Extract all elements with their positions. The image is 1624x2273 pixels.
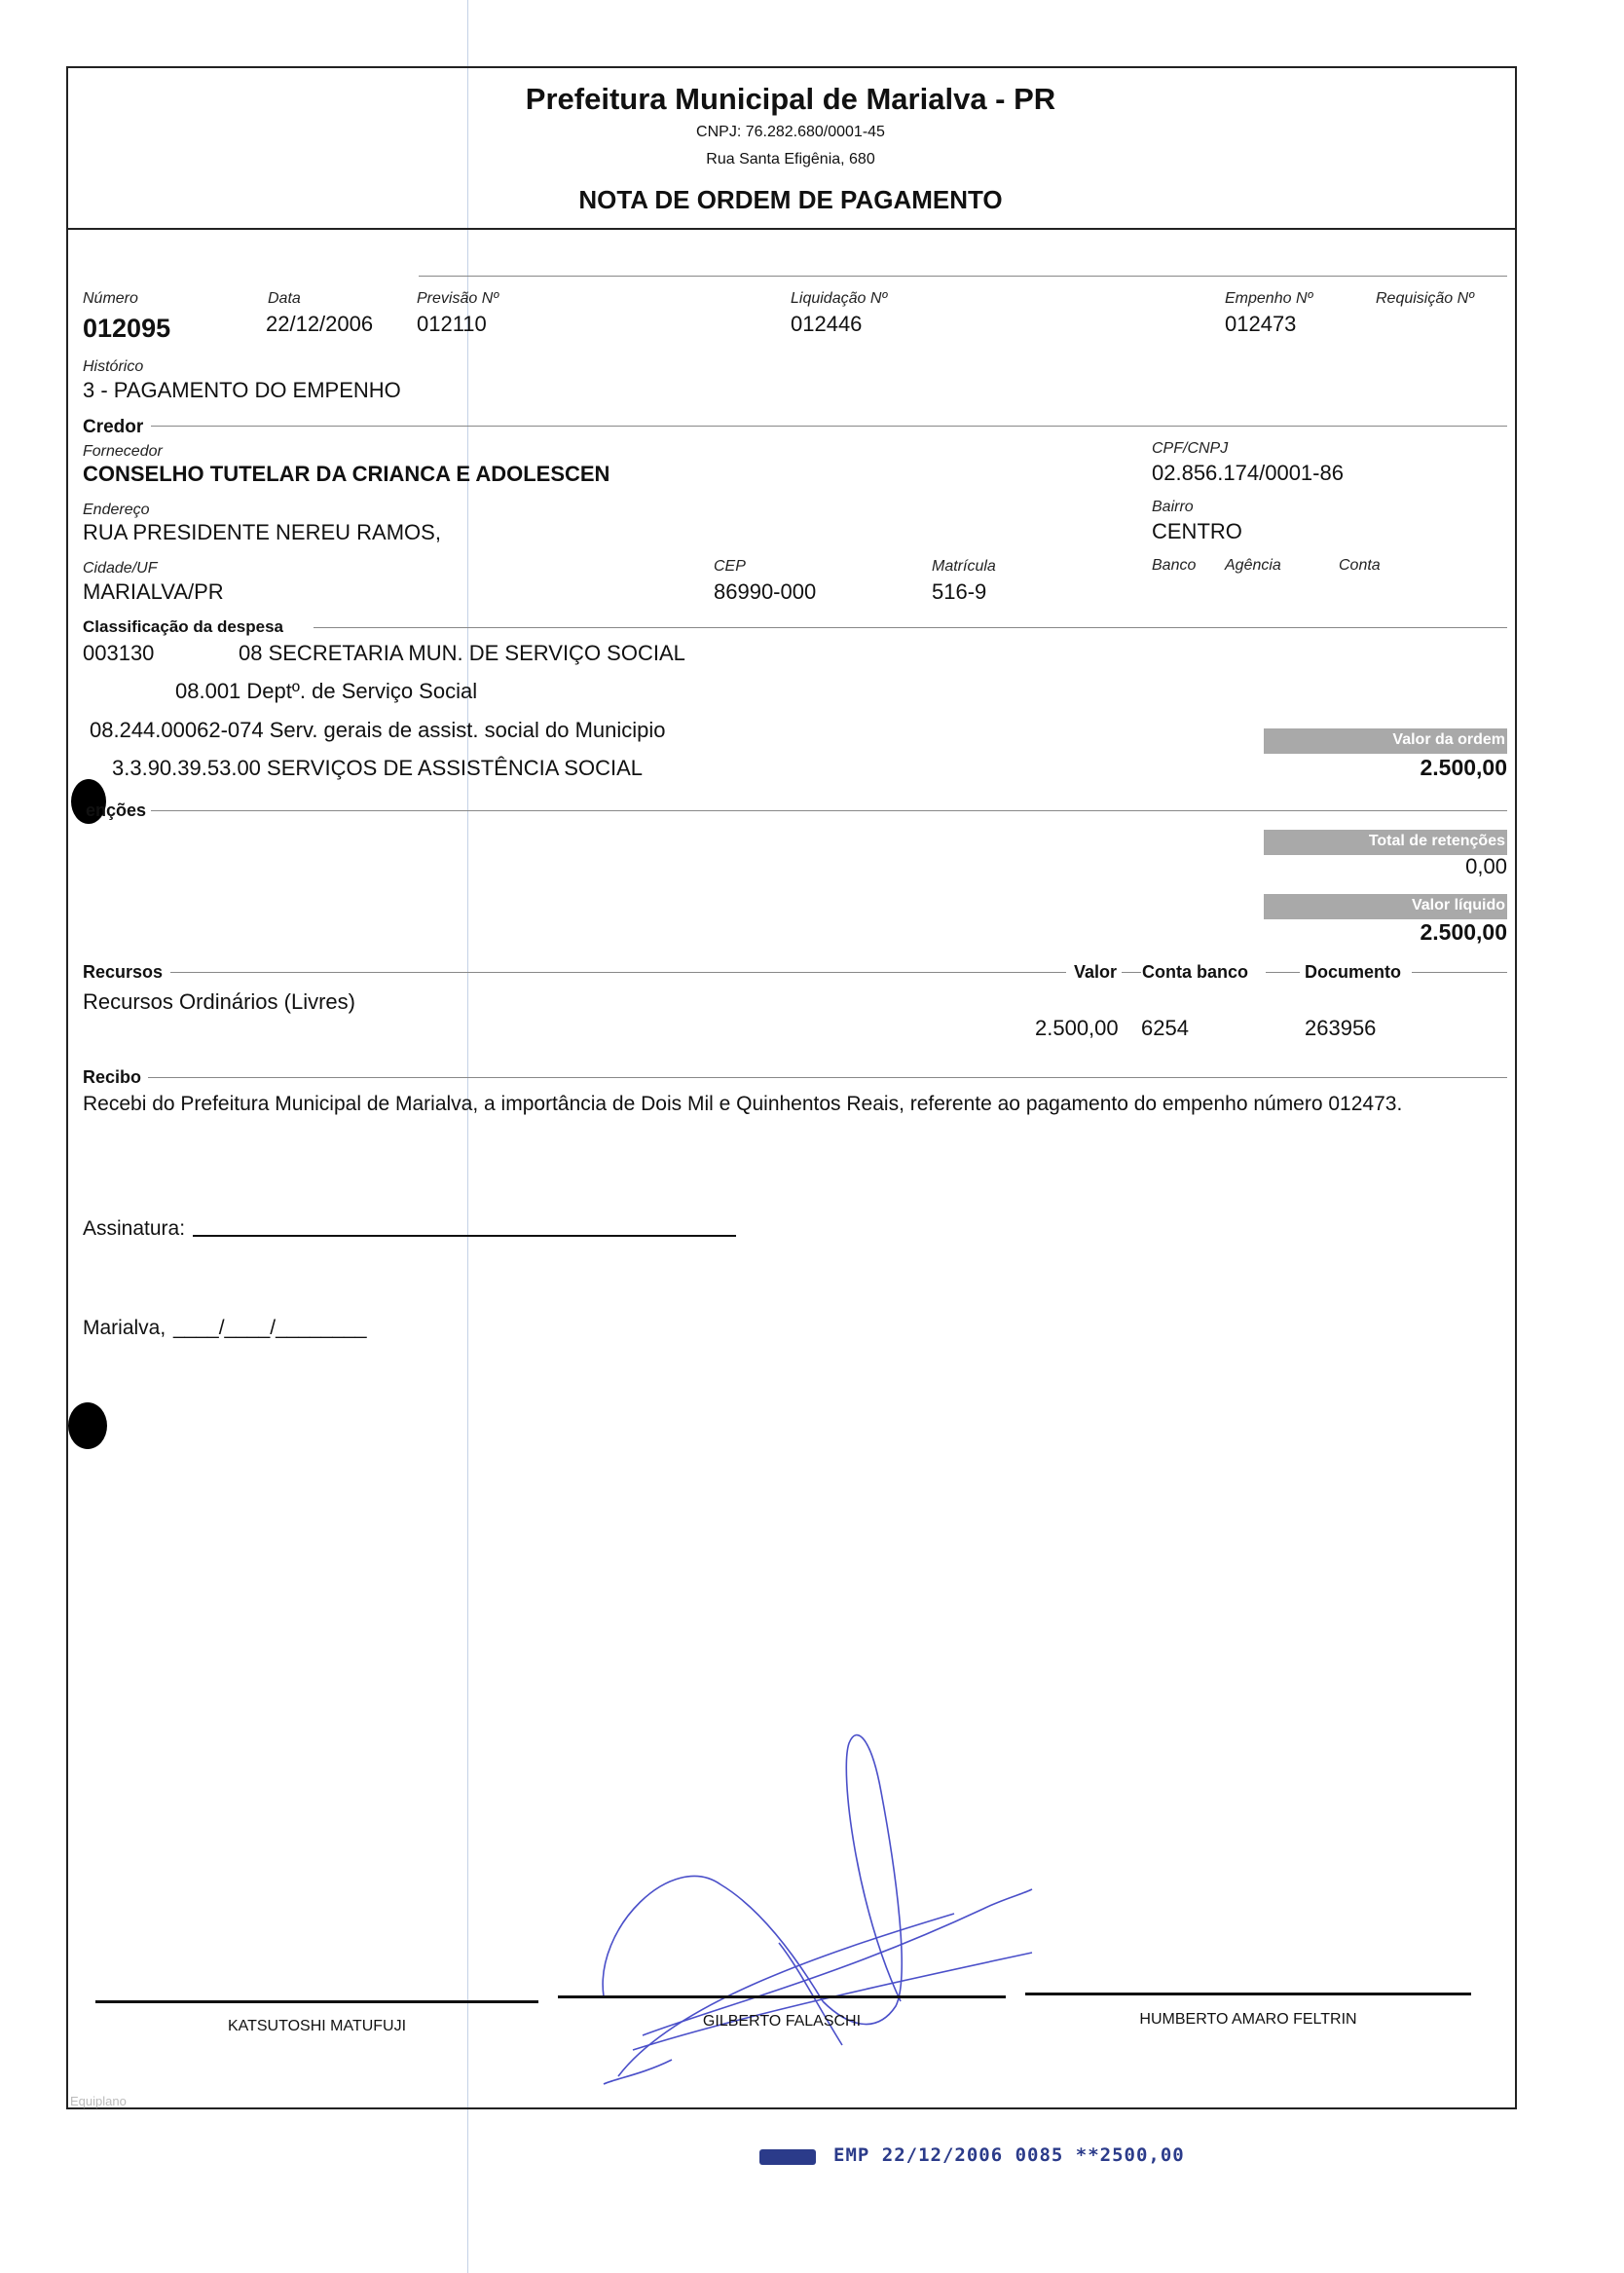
recursos-valor-label: Valor: [1074, 962, 1118, 982]
bairro-label: Bairro: [1152, 499, 1194, 515]
cpf-label: CPF/CNPJ: [1152, 440, 1229, 457]
cidade-value: MARIALVA/PR: [83, 579, 224, 604]
recursos-rule: [170, 972, 1066, 973]
classificacao-programa: 08.244.00062-074 Serv. gerais de assist. social do Municipio: [90, 718, 666, 742]
recursos-documento: 263956: [1305, 1016, 1377, 1040]
valor-liquido-label: Valor líquido: [1411, 897, 1505, 913]
data-value: 22/12/2006: [266, 312, 374, 336]
retencoes-rule: [151, 810, 1507, 811]
requisicao-label: Requisição Nº: [1376, 290, 1474, 307]
punch-hole-bottom: [68, 1402, 107, 1449]
municipality-title: Prefeitura Municipal de Marialva - PR: [525, 82, 1056, 116]
stamp-mark: [759, 2149, 816, 2165]
matricula-label: Matrícula: [932, 558, 996, 575]
cep-value: 86990-000: [714, 579, 817, 604]
header-divider: [66, 228, 1517, 230]
recursos-valor: 2.500,00: [1035, 1016, 1119, 1040]
recursos-descricao: Recursos Ordinários (Livres): [83, 989, 355, 1014]
recibo-heading: Recibo: [83, 1067, 142, 1087]
fornecedor-value: CONSELHO TUTELAR DA CRIANCA E ADOLESCEN: [83, 462, 610, 486]
data-label: Data: [268, 290, 301, 307]
valor-liquido-value: 2.500,00: [1420, 919, 1507, 945]
previsao-value: 012110: [417, 312, 487, 336]
total-retencoes-bar: [1264, 830, 1507, 855]
handwritten-signature: [584, 1714, 1052, 2104]
liquidacao-label: Liquidação Nº: [791, 290, 888, 307]
recursos-rule-end: [1412, 972, 1507, 973]
signature-line-1: [95, 2000, 538, 2003]
recursos-rule-mid2: [1266, 972, 1300, 973]
signatory-3: HUMBERTO AMARO FELTRIN: [1139, 2011, 1357, 2028]
liquidacao-value: 012446: [791, 312, 863, 336]
local-label: Marialva,: [83, 1317, 166, 1339]
cidade-label: Cidade/UF: [83, 560, 158, 577]
recursos-conta: 6254: [1141, 1016, 1189, 1040]
recursos-heading: Recursos: [83, 962, 164, 982]
fornecedor-label: Fornecedor: [83, 443, 163, 460]
numero-label: Número: [83, 290, 138, 307]
agencia-label: Agência: [1225, 557, 1281, 574]
payment-stamp: EMP 22/12/2006 0085 **2500,00: [833, 2144, 1185, 2166]
historico-value: 3 - PAGAMENTO DO EMPENHO: [83, 378, 401, 402]
classificacao-natureza: 3.3.90.39.53.00 SERVIÇOS DE ASSISTÊNCIA SOCIAL: [112, 756, 643, 780]
watermark-text: Equiplano: [70, 2094, 127, 2108]
credor-heading: Credor: [83, 417, 144, 437]
classificacao-rule: [314, 627, 1507, 628]
historico-label: Histórico: [83, 358, 144, 375]
recibo-rule: [148, 1077, 1507, 1078]
recursos-rule-mid: [1122, 972, 1141, 973]
numero-value: 012095: [83, 314, 171, 343]
signatory-1: KATSUTOSHI MATUFUJI: [227, 2018, 407, 2034]
cpf-value: 02.856.174/0001-86: [1152, 461, 1344, 485]
recibo-text: Recebi do Prefeitura Municipal de Marialva, a importância de Dois Mil e Quinhentos Reais, referente ao pagamento do empenho número 012473.: [83, 1093, 1403, 1115]
ids-top-line: [419, 276, 1507, 277]
banco-label: Banco: [1152, 557, 1197, 574]
classificacao-code: 003130: [83, 641, 155, 665]
total-retencoes-value: 0,00: [1465, 854, 1507, 878]
recursos-documento-label: Documento: [1305, 962, 1401, 982]
previsao-label: Previsão Nº: [417, 290, 499, 307]
assinatura-line[interactable]: [193, 1235, 736, 1237]
retencoes-heading: enções: [86, 801, 147, 820]
document-title: NOTA DE ORDEM DE PAGAMENTO: [578, 185, 1003, 214]
endereco-value: RUA PRESIDENTE NEREU RAMOS,: [83, 520, 441, 544]
valor-ordem-bar: [1264, 728, 1507, 754]
cnpj-text: CNPJ: 76.282.680/0001-45: [696, 124, 885, 140]
empenho-value: 012473: [1225, 312, 1297, 336]
bairro-value: CENTRO: [1152, 519, 1242, 543]
signature-line-3: [1025, 1993, 1471, 1995]
empenho-label: Empenho Nº: [1225, 290, 1313, 307]
assinatura-label: Assinatura:: [83, 1217, 186, 1240]
cep-label: CEP: [714, 558, 746, 575]
valor-liquido-bar: [1264, 894, 1507, 919]
address-text: Rua Santa Efigênia, 680: [706, 151, 875, 168]
valor-ordem-label: Valor da ordem: [1392, 731, 1505, 748]
date-blank[interactable]: ____/____/________: [173, 1317, 367, 1339]
valor-ordem-value: 2.500,00: [1420, 755, 1507, 780]
endereco-label: Endereço: [83, 502, 150, 518]
classificacao-heading: Classificação da despesa: [83, 617, 284, 636]
credor-rule: [151, 426, 1507, 427]
classificacao-departamento: 08.001 Deptº. de Serviço Social: [175, 679, 478, 703]
signature-line-2: [558, 1995, 1006, 1998]
conta-label: Conta: [1339, 557, 1381, 574]
total-retencoes-label: Total de retenções: [1368, 833, 1505, 849]
classificacao-secretaria: 08 SECRETARIA MUN. DE SERVIÇO SOCIAL: [239, 641, 685, 665]
recursos-conta-label: Conta banco: [1142, 962, 1249, 982]
signatory-2: GILBERTO FALASCHI: [702, 2013, 862, 2030]
matricula-value: 516-9: [932, 579, 987, 604]
